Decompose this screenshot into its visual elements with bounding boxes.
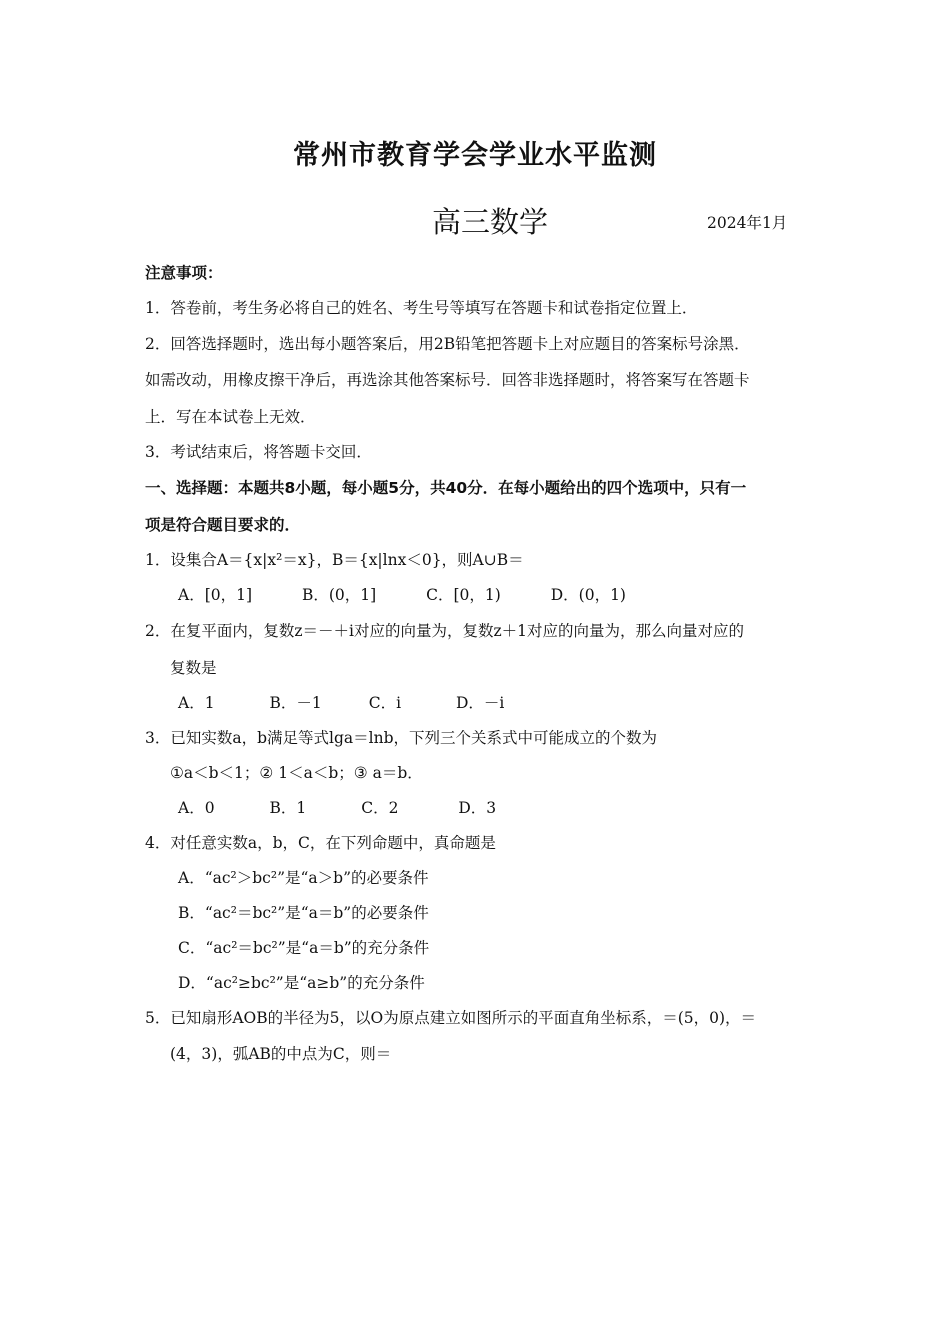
q3-option-a: A．0 xyxy=(178,799,215,817)
q4-option-d: D．“ac²≥bc²”是“a≥b”的充分条件 xyxy=(178,974,425,992)
exam-title: 常州市教育学会学业水平监测 xyxy=(293,140,657,171)
notice-item-3: 3．考试结束后，将答题卡交回． xyxy=(145,443,372,461)
question-5-stem: 5．已知扇形AOB的半径为5，以O为原点建立如图所示的平面直角坐标系，＝(5，0)，＝ xyxy=(145,1009,757,1027)
q4-option-c: C．“ac²＝bc²”是“a＝b”的充分条件 xyxy=(178,939,430,957)
question-2-stem-cont: 复数是 xyxy=(170,659,217,677)
question-2-options xyxy=(178,692,805,714)
question-1-options xyxy=(178,584,805,606)
exam-subtitle: 高三数学 xyxy=(432,205,549,239)
question-5-stem-cont: (4，3)，弧AB的中点为C，则＝ xyxy=(170,1045,392,1063)
exam-date: 2024年1月 xyxy=(707,214,788,232)
question-4-stem: 4．对任意实数a，b，C，在下列命题中，真命题是 xyxy=(145,834,496,852)
notice-item-1: 1．答卷前，考生务必将自己的姓名、考生号等填写在答题卡和试卷指定位置上． xyxy=(145,299,698,317)
question-3-stem-cont: ①a＜b＜1；② 1＜a＜b；③ a＝b． xyxy=(170,764,423,782)
question-2-stem: 2．在复平面内，复数z＝－＋i对应的向量为，复数z＋1对应的向量为，那么向量对应的 xyxy=(145,622,745,640)
q2-option-c: C．i xyxy=(368,694,402,712)
notice-heading: 注意事项： xyxy=(145,263,223,282)
q4-option-a: A．“ac²＞bc²”是“a＞b”的必要条件 xyxy=(178,869,429,887)
q1-option-c: C．[0，1) xyxy=(426,586,501,604)
q3-option-c: C．2 xyxy=(361,799,399,817)
question-3-options xyxy=(178,797,805,819)
q2-option-d: D．－i xyxy=(455,694,505,712)
question-1-stem: 1．设集合A＝{x|x²＝x}，B＝{x|lnx＜0}，则A∪B＝ xyxy=(145,551,524,569)
q2-option-a: A．1 xyxy=(178,694,215,712)
notice-item-2-end: 上．写在本试卷上无效． xyxy=(145,408,316,426)
q3-option-d: D．3 xyxy=(458,799,497,817)
section-heading-cont: 项是符合题目要求的． xyxy=(145,516,301,534)
q2-option-b: B．－1 xyxy=(269,694,322,712)
question-3-stem: 3．已知实数a，b满足等式lga＝lnb，下列三个关系式中可能成立的个数为 xyxy=(145,729,658,747)
q1-option-a: A．[0，1] xyxy=(178,586,253,604)
notice-item-2-cont: 如需改动，用橡皮擦干净后，再选涂其他答案标号．回答非选择题时，将答案写在答题卡 xyxy=(145,371,750,389)
q3-option-b: B．1 xyxy=(269,799,307,817)
q1-option-d: D．(0，1) xyxy=(550,586,626,604)
section-heading: 一、选择题：本题共8小题，每小题5分，共40分．在每小题给出的四个选项中，只有一 xyxy=(145,479,747,497)
q4-option-b: B．“ac²＝bc²”是“a＝b”的必要条件 xyxy=(178,904,429,922)
notice-item-2: 2．回答选择题时，选出每小题答案后，用2B铅笔把答题卡上对应题目的答案标号涂黑． xyxy=(145,335,750,353)
q1-option-b: B．(0，1] xyxy=(301,586,377,604)
